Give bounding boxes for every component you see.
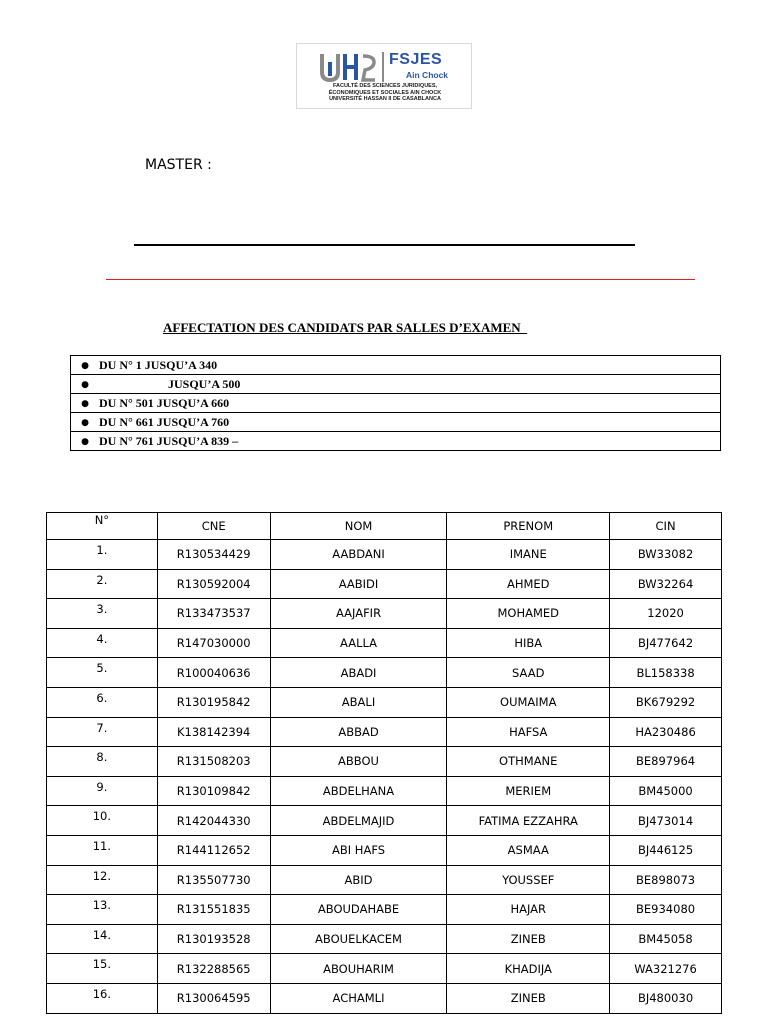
cell-nom: AABDANI [270, 540, 447, 570]
bullet-icon: ● [81, 379, 89, 390]
logo-caption-line: FACULTÉ DES SCIENCES JURIDIQUES, [332, 83, 438, 89]
cell-cin: BM45058 [610, 924, 722, 954]
table-row [47, 658, 722, 688]
table-row [47, 865, 722, 895]
cell-cne: R130064595 [157, 983, 270, 1013]
cell-prenom: YOUSSEF [447, 865, 610, 895]
bullet-icon: ● [81, 398, 89, 409]
table-row [47, 628, 722, 658]
cell-cin: BE898073 [610, 865, 722, 895]
cell-cne: R100040636 [157, 658, 270, 688]
cell-nom: AALLA [270, 628, 447, 658]
cell-number: 7. [47, 717, 158, 747]
cell-prenom: OTHMANE [447, 747, 610, 777]
cell-cin: BE934080 [610, 895, 722, 925]
cell-cne: R147030000 [157, 628, 270, 658]
cell-cin: BJ477642 [610, 628, 722, 658]
cell-prenom: ZINEB [447, 924, 610, 954]
cell-nom: AABIDI [270, 569, 447, 599]
cell-cin: BJ473014 [610, 806, 722, 836]
cell-nom: ABOUELKACEM [270, 924, 447, 954]
cell-prenom: IMANE [447, 540, 610, 570]
cell-prenom: HAJAR [447, 895, 610, 925]
cell-cin: BL158338 [610, 658, 722, 688]
cell-nom: ABOUDAHABE [270, 895, 447, 925]
cell-nom: ABADI [270, 658, 447, 688]
cell-nom: ABID [270, 865, 447, 895]
header-prenom: PRENOM [447, 513, 610, 540]
range-row [71, 375, 721, 394]
cell-cne: R130534429 [157, 540, 270, 570]
range-row [71, 394, 721, 413]
cell-cne: K138142394 [157, 717, 270, 747]
cell-number: 15. [47, 954, 158, 984]
cell-cne: R144112652 [157, 835, 270, 865]
cell-cin: BW32264 [610, 569, 722, 599]
cell-nom: AAJAFIR [270, 599, 447, 629]
table-row [47, 687, 722, 717]
cell-prenom: SAAD [447, 658, 610, 688]
cell-nom: ACHAMLI [270, 983, 447, 1013]
cell-cne: R130195842 [157, 687, 270, 717]
range-text: DU N° 661 JUSQU’A 760 [99, 414, 230, 429]
range-row [71, 432, 721, 451]
range-text: DU N° 1 JUSQU’A 340 [99, 357, 218, 372]
page-heading: AFFECTATION DES CANDIDATS PAR SALLES D’EXAMEN [163, 320, 528, 335]
cell-number: 13. [47, 895, 158, 925]
cell-number: 1. [47, 540, 158, 570]
cell-nom: ABALI [270, 687, 447, 717]
cell-cne: R130193528 [157, 924, 270, 954]
cell-number: 10. [47, 806, 158, 836]
university-logo [296, 43, 472, 109]
logo-subtitle: Ain Chock [406, 70, 449, 80]
table-row [47, 924, 722, 954]
header-cne: CNE [157, 513, 270, 540]
cell-cin: HA230486 [610, 717, 722, 747]
cell-number: 2. [47, 569, 158, 599]
bullet-icon: ● [81, 360, 89, 371]
cell-nom: ABDELHANA [270, 776, 447, 806]
cell-cin: BK679292 [610, 687, 722, 717]
cell-nom: ABBAD [270, 717, 447, 747]
cell-prenom: MERIEM [447, 776, 610, 806]
cell-cin: BW33082 [610, 540, 722, 570]
master-underline [134, 244, 635, 246]
cell-cin: 12020 [610, 599, 722, 629]
table-body [47, 540, 722, 1014]
cell-prenom: ASMAA [447, 835, 610, 865]
cell-cne: R130109842 [157, 776, 270, 806]
cell-prenom: HIBA [447, 628, 610, 658]
cell-cin: WA321276 [610, 954, 722, 984]
cell-cne: R135507730 [157, 865, 270, 895]
range-row [71, 356, 721, 375]
table-row [47, 895, 722, 925]
logo-caption [301, 83, 469, 103]
table-row [47, 717, 722, 747]
logo-separator [382, 52, 384, 82]
table-row [47, 983, 722, 1013]
cell-prenom: ZINEB [447, 983, 610, 1013]
cell-cne: R142044330 [157, 806, 270, 836]
table-row [47, 747, 722, 777]
cell-nom: ABDELMAJID [270, 806, 447, 836]
logo-caption-line: UNIVERSITÉ HASSAN II DE CASABLANCA [329, 96, 441, 102]
candidates-table [46, 512, 722, 1014]
cell-cne: R131508203 [157, 747, 270, 777]
table-header-row [47, 513, 722, 540]
cell-number: 12. [47, 865, 158, 895]
range-text: JUSQU’A 500 [168, 376, 241, 391]
cell-number: 11. [47, 835, 158, 865]
range-row [71, 413, 721, 432]
bullet-icon: ● [81, 436, 89, 447]
cell-prenom: HAFSA [447, 717, 610, 747]
cell-nom: ABI HAFS [270, 835, 447, 865]
cell-prenom: KHADIJA [447, 954, 610, 984]
cell-cne: R131551835 [157, 895, 270, 925]
cell-number: 4. [47, 628, 158, 658]
exam-room-ranges [70, 355, 721, 451]
table-row [47, 540, 722, 570]
cell-number: 6. [47, 687, 158, 717]
cell-nom: ABBOU [270, 747, 447, 777]
table-row [47, 806, 722, 836]
cell-prenom: AHMED [447, 569, 610, 599]
header-cin: CIN [610, 513, 722, 540]
cell-prenom: FATIMA EZZAHRA [447, 806, 610, 836]
header-number: N° [47, 513, 158, 540]
cell-nom: ABOUHARIM [270, 954, 447, 984]
cell-number: 16. [47, 983, 158, 1013]
range-text: DU N° 761 JUSQU’A 839 – [99, 433, 239, 448]
table-row [47, 776, 722, 806]
cell-prenom: MOHAMED [447, 599, 610, 629]
table-row [47, 835, 722, 865]
master-label: MASTER : [145, 157, 212, 173]
cell-cin: BJ446125 [610, 835, 722, 865]
university-emblem-icon [319, 50, 377, 82]
cell-cin: BM45000 [610, 776, 722, 806]
header-nom: NOM [270, 513, 447, 540]
logo-caption-line: ÉCONOMIQUES ET SOCIALES AIN CHOCK [328, 89, 442, 96]
table-row [47, 569, 722, 599]
cell-cin: BE897964 [610, 747, 722, 777]
range-text: DU N° 501 JUSQU’A 660 [99, 395, 230, 410]
cell-number: 9. [47, 776, 158, 806]
table-row [47, 599, 722, 629]
table-row [47, 954, 722, 984]
red-divider [106, 279, 695, 280]
cell-cne: R133473537 [157, 599, 270, 629]
cell-number: 8. [47, 747, 158, 777]
cell-cin: BJ480030 [610, 983, 722, 1013]
logo-name: FSJES [389, 51, 443, 68]
cell-number: 14. [47, 924, 158, 954]
cell-cne: R130592004 [157, 569, 270, 599]
cell-cne: R132288565 [157, 954, 270, 984]
cell-number: 5. [47, 658, 158, 688]
cell-prenom: OUMAIMA [447, 687, 610, 717]
cell-number: 3. [47, 599, 158, 629]
bullet-icon: ● [81, 417, 89, 428]
